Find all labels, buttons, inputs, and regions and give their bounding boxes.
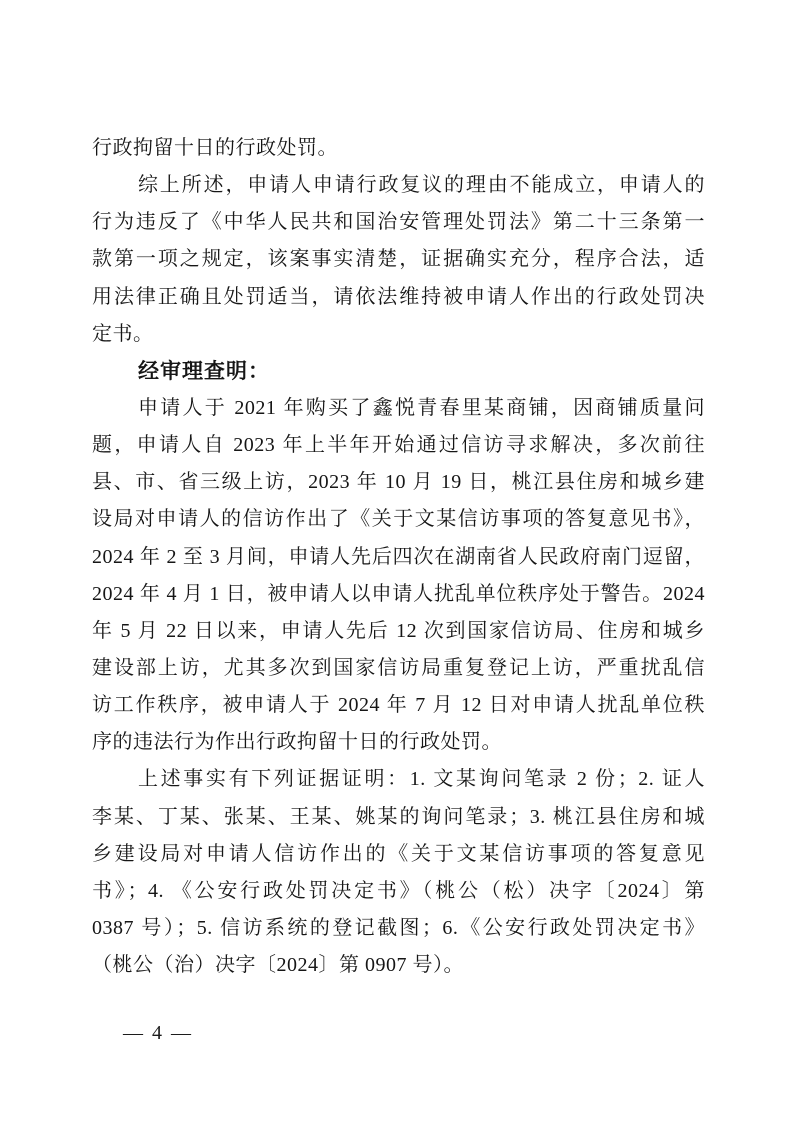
text-line: 李某、丁某、张某、王某、姚某的询问笔录；3. 桃江县住房和城 <box>92 805 705 828</box>
text-line: 乡建设局对申请人信访作出的《关于文某信访事项的答复意见 <box>92 842 705 865</box>
text-line: 建设部上访，尤其多次到国家信访局重复登记上访，严重扰乱信 <box>92 656 705 679</box>
text-line: 年 5 月 22 日以来，申请人先后 12 次到国家信访局、住房和城乡 <box>92 619 705 642</box>
paragraph-block <box>92 167 705 353</box>
text-line: 上述事实有下列证据证明：1. 文某询问笔录 2 份；2. 证人 <box>138 768 705 791</box>
paragraph-block <box>92 761 705 984</box>
text-line: 0387 号）；5. 信访系统的登记截图；6.《公安行政处罚决定书》 <box>92 916 705 939</box>
text-line: 款第一项之规定，该案事实清楚，证据确实充分，程序合法，适 <box>92 248 705 271</box>
text-line: 2024 年 4 月 1 日，被申请人以申请人扰乱单位秩序处于警告。2024 <box>92 582 705 605</box>
text-line: 书》；4. 《公安行政处罚决定书》（桃公（松）决字〔2024〕第 <box>92 879 705 902</box>
text-line: 行为违反了《中华人民共和国治安管理处罚法》第二十三条第一 <box>92 211 705 234</box>
text-line: 定书。 <box>92 322 154 345</box>
text-line: 2024 年 2 至 3 月间，申请人先后四次在湖南省人民政府南门逗留， <box>92 545 705 568</box>
text-line: 申请人于 2021 年购买了鑫悦青春里某商铺，因商铺质量问 <box>138 396 705 419</box>
text-line: （桃公（治）决字〔2024〕第 0907 号）。 <box>92 954 464 977</box>
text-line: 访工作秩序，被申请人于 2024 年 7 月 12 日对申请人扰乱单位秩 <box>92 694 705 717</box>
document-body <box>92 130 705 984</box>
page-number: — 4 — <box>123 1022 193 1044</box>
paragraph-block <box>92 390 705 761</box>
text-line: 用法律正确且处罚适当，请依法维持被申请人作出的行政处罚决 <box>92 285 705 308</box>
text-line: 设局对申请人的信访作出了《关于文某信访事项的答复意见书》， <box>92 508 705 531</box>
section-heading: 经审理查明： <box>138 359 270 383</box>
text-line: 序的违法行为作出行政拘留十日的行政处罚。 <box>92 731 502 754</box>
text-line: 题，申请人自 2023 年上半年开始通过信访寻求解决，多次前往 <box>92 434 705 457</box>
continuation-block <box>92 130 705 167</box>
section-heading-block <box>92 353 705 390</box>
text-line: 综上所述，申请人申请行政复议的理由不能成立，申请人的 <box>138 174 705 197</box>
text-line: 行政拘留十日的行政处罚。 <box>92 137 338 159</box>
text-line: 县、市、省三级上访，2023 年 10 月 19 日，桃江县住房和城乡建 <box>92 471 705 494</box>
